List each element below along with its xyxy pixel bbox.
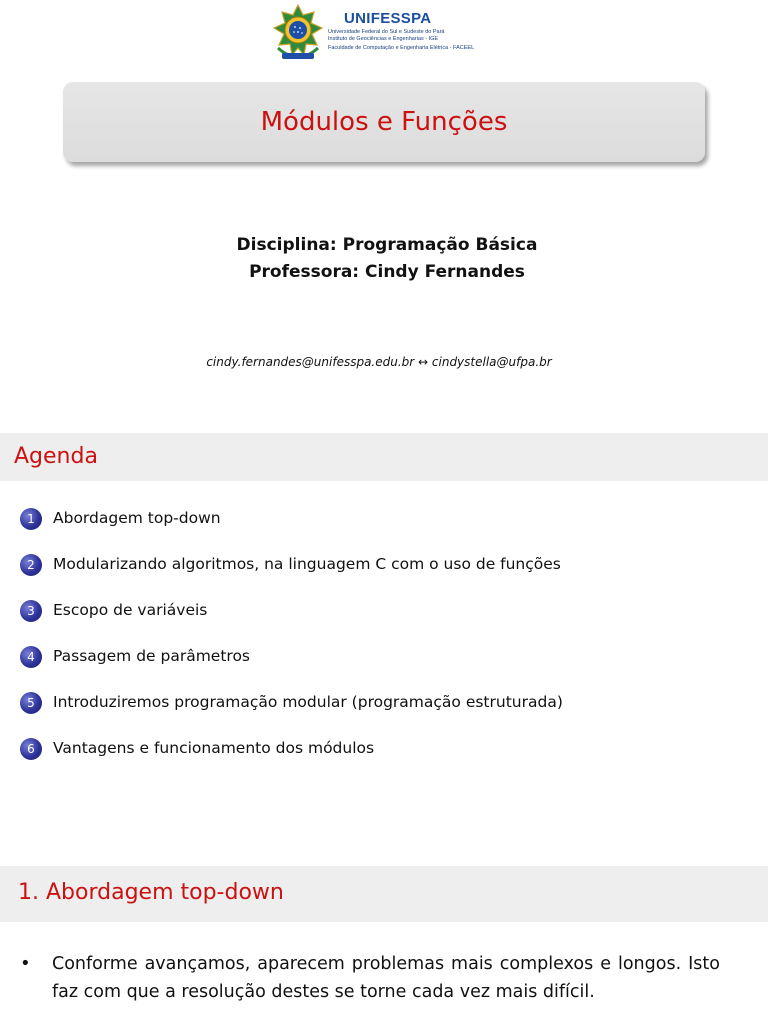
agenda-item-label: Vantagens e funcionamento dos módulos bbox=[53, 739, 375, 757]
agenda-item-label: Introduziremos programação modular (programação estruturada) bbox=[53, 693, 563, 711]
list-item bbox=[20, 506, 760, 552]
list-item bbox=[20, 736, 760, 782]
number-ball-icon: 6 bbox=[20, 738, 42, 760]
professor-line: Professora: Cindy Fernandes bbox=[249, 262, 525, 282]
slide-title: Módulos e Funções bbox=[260, 107, 508, 137]
bullet-paragraph bbox=[20, 950, 720, 1006]
number-ball-icon: 4 bbox=[20, 646, 42, 668]
contact-email: cindy.fernandes@unifesspa.edu.br ↔ cindystella@ufpa.br bbox=[206, 355, 552, 369]
agenda-heading: Agenda bbox=[14, 444, 98, 469]
section1-heading: 1. Abordagem top-down bbox=[18, 880, 284, 905]
university-logo bbox=[270, 4, 510, 66]
discipline-line: Disciplina: Programação Básica bbox=[236, 235, 538, 255]
brazil-coat-of-arms-icon bbox=[270, 4, 326, 64]
bullet-text: Conforme avançamos, aparecem problemas mais complexos e longos. Isto faz com que a resolução destes se torne cada vez mais difícil. bbox=[52, 954, 720, 1002]
institute-name: Instituto de Geociências e Engenharias - IGE bbox=[328, 36, 439, 42]
university-name: UNIFESSPA bbox=[344, 10, 432, 27]
agenda-item-label: Passagem de parâmetros bbox=[53, 647, 251, 665]
faculty-name: Faculdade de Computação e Engenharia Elétrica - FACEEL bbox=[328, 45, 475, 51]
number-ball-icon: 2 bbox=[20, 554, 42, 576]
agenda-item-label: Modularizando algoritmos, na linguagem C com o uso de funções bbox=[53, 555, 561, 573]
agenda-header-band bbox=[0, 433, 768, 481]
list-item bbox=[20, 552, 760, 598]
list-item bbox=[20, 690, 760, 736]
agenda-item-label: Escopo de variáveis bbox=[53, 601, 208, 619]
section1-header-band bbox=[0, 866, 768, 922]
list-item bbox=[20, 644, 760, 690]
number-ball-icon: 1 bbox=[20, 508, 42, 530]
number-ball-icon: 3 bbox=[20, 600, 42, 622]
university-full-name: Universidade Federal do Sul e Sudeste do Pará bbox=[328, 29, 445, 35]
list-item bbox=[20, 598, 760, 644]
title-box bbox=[63, 82, 705, 162]
bullet-icon: • bbox=[20, 953, 31, 974]
number-ball-icon: 5 bbox=[20, 692, 42, 714]
agenda-item-label: Abordagem top-down bbox=[53, 509, 221, 527]
agenda-list bbox=[20, 506, 760, 782]
course-info bbox=[0, 232, 768, 286]
